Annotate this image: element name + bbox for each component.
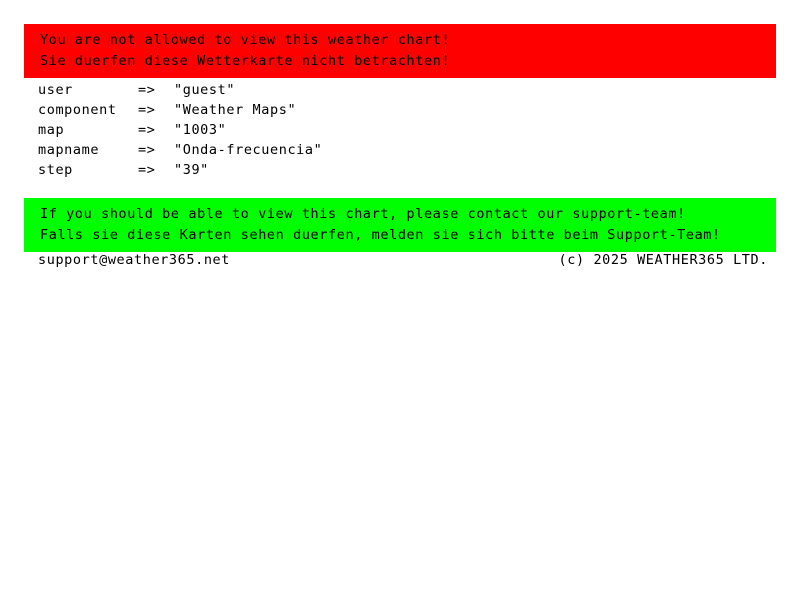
request-details <box>38 80 322 180</box>
support-banner <box>24 198 776 252</box>
detail-value-mapname: "Onda-frecuencia" <box>174 142 323 158</box>
error-message-en: You are not allowed to view this weather chart! <box>40 32 451 48</box>
detail-row-user <box>38 80 322 100</box>
support-message-en: If you should be able to view this chart, please contact our support-team! <box>40 206 686 222</box>
detail-value-user: "guest" <box>174 82 236 98</box>
detail-arrow-step: => <box>138 162 156 178</box>
detail-value-component: "Weather Maps" <box>174 102 297 118</box>
detail-key-step: step <box>38 162 73 178</box>
detail-arrow-map: => <box>138 122 156 138</box>
detail-key-component: component <box>38 102 117 118</box>
detail-arrow-user: => <box>138 82 156 98</box>
detail-row-component <box>38 100 322 120</box>
copyright-text: (c) 2025 WEATHER365 LTD. <box>558 252 768 268</box>
detail-value-map: "1003" <box>174 122 227 138</box>
support-email-link[interactable]: support@weather365.net <box>38 252 231 268</box>
detail-row-mapname <box>38 140 322 160</box>
detail-key-mapname: mapname <box>38 142 100 158</box>
detail-key-user: user <box>38 82 73 98</box>
detail-row-map <box>38 120 322 140</box>
detail-row-step <box>38 160 322 180</box>
footer <box>38 250 768 270</box>
detail-arrow-component: => <box>138 102 156 118</box>
detail-value-step: "39" <box>174 162 209 178</box>
error-message-de: Sie duerfen diese Wetterkarte nicht betrachten! <box>40 53 451 69</box>
detail-arrow-mapname: => <box>138 142 156 158</box>
error-banner <box>24 24 776 78</box>
detail-key-map: map <box>38 122 65 138</box>
support-message-de: Falls sie diese Karten sehen duerfen, melden sie sich bitte beim Support-Team! <box>40 227 721 243</box>
